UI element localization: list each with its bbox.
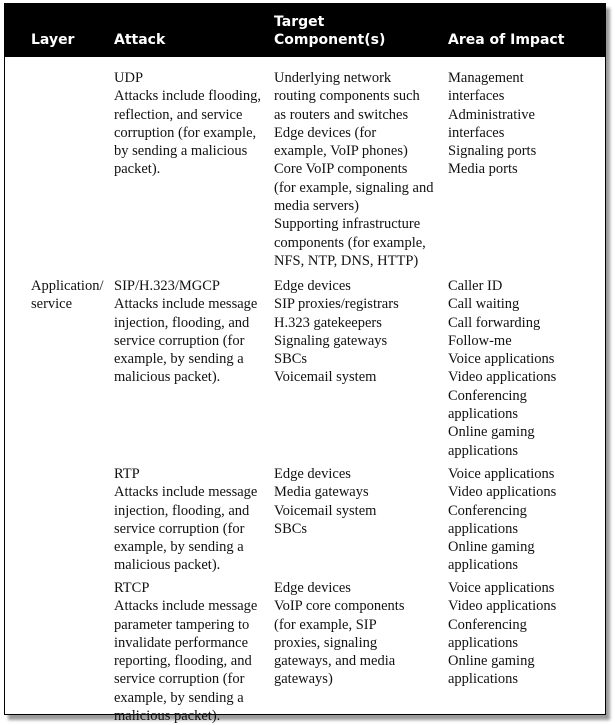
impact-text-line: Online gaming (448, 539, 535, 556)
target-text-line: Voicemail system (274, 369, 377, 386)
target-text-line: example, VoIP phones) (274, 143, 408, 160)
attack-text-line: SIP/H.323/MGCP (114, 278, 220, 294)
attack-text-line: parameter tampering to (114, 616, 250, 633)
target-text-line: Edge devices (for (274, 124, 377, 141)
target-text-line: Media gateways (274, 484, 369, 501)
impact-text-line: Signaling ports (448, 143, 537, 160)
cell-layer (31, 277, 111, 314)
impact-text-line: applications (448, 520, 519, 537)
attack-text-line: injection, flooding, and (114, 314, 250, 331)
impact-text-line: interfaces (448, 124, 505, 141)
attack-text-line: service corruption (for (114, 520, 245, 537)
impact-text-line: applications (448, 634, 519, 651)
impact-text-line: Video applications (448, 484, 557, 501)
target-text-line: proxies, signaling (274, 634, 378, 651)
cell-attack (114, 579, 272, 725)
target-text-line: NFS, NTP, DNS, HTTP) (274, 252, 419, 269)
target-text-line: Supporting infrastructure (274, 216, 421, 233)
cell-attack (114, 69, 272, 179)
impact-text-line: applications (448, 442, 519, 459)
impact-text-line: Conferencing (448, 616, 527, 633)
attack-text-line: service corruption (for (114, 332, 245, 349)
attack-text-line: Attacks include flooding, (114, 88, 261, 105)
attack-text-line: example, by sending a (114, 351, 244, 368)
impact-text-line: Voice applications (448, 580, 555, 596)
target-text-line: Edge devices (274, 466, 351, 482)
impact-text-line: applications (448, 406, 519, 423)
target-text-line: Edge devices (274, 580, 351, 596)
target-text-line: Signaling gateways (274, 332, 388, 349)
impact-text-line: Video applications (448, 598, 557, 615)
layer-text-line: service (31, 296, 73, 313)
impact-text-line: Caller ID (448, 278, 503, 294)
attack-text-line: malicious packet). (114, 369, 221, 386)
target-text-line: routing components such (274, 88, 420, 105)
cell-target (274, 465, 446, 538)
impact-text-line: Voice applications (448, 466, 555, 482)
impact-text-line: applications (448, 671, 519, 688)
impact-text-line: Voice applications (448, 351, 555, 368)
table-header (5, 4, 605, 57)
target-text-line: as routers and switches (274, 106, 409, 123)
cell-target (274, 579, 446, 689)
attack-text-line: Attacks include message (114, 598, 258, 615)
cell-impact (448, 69, 598, 179)
cell-attack (114, 277, 272, 387)
target-text-line: SBCs (274, 351, 308, 368)
impact-text-line: applications (448, 557, 519, 574)
target-text-line: H.323 gatekeepers (274, 314, 382, 331)
attack-text-line: by sending a malicious (114, 143, 248, 160)
cell-target (274, 69, 446, 270)
target-text-line: Voicemail system (274, 502, 377, 519)
attack-text-line: RTP (114, 466, 140, 482)
target-text-line: SBCs (274, 520, 308, 537)
target-text-line: components (for example, (274, 234, 426, 251)
impact-text-line: Management (448, 70, 524, 86)
impact-text-line: Media ports (448, 161, 518, 178)
attack-text-line: packet). (114, 161, 161, 178)
attack-text-line: UDP (114, 70, 144, 86)
cell-impact (448, 277, 598, 460)
target-text-line: media servers) (274, 198, 359, 215)
impact-text-line: Follow-me (448, 332, 512, 349)
header-layer: Layer (31, 32, 75, 48)
target-text-line: VoIP core components (274, 598, 405, 615)
cell-attack (114, 465, 272, 575)
attack-text-line: injection, flooding, and (114, 502, 250, 519)
impact-text-line: Online gaming (448, 424, 535, 441)
target-text-line: gateways) (274, 671, 333, 688)
target-text-line: (for example, signaling and (274, 179, 434, 196)
target-text-line: gateways, and media (274, 653, 396, 670)
impact-text-line: Call forwarding (448, 314, 541, 331)
header-impact: Area of Impact (448, 32, 565, 48)
attack-text-line: Attacks include message (114, 484, 258, 501)
target-text-line: Edge devices (274, 278, 351, 294)
layer-text-line: Application/ (31, 278, 104, 294)
impact-text-line: interfaces (448, 88, 505, 105)
impact-text-line: Call waiting (448, 296, 520, 313)
cell-impact (448, 579, 598, 689)
attack-text-line: corruption (for example, (114, 124, 257, 141)
header-target-line2: Component(s) (274, 32, 386, 48)
header-target-line1: Target (274, 14, 325, 30)
header-target (274, 13, 385, 49)
target-text-line: SIP proxies/registrars (274, 296, 399, 313)
cell-target (274, 277, 446, 387)
target-text-line: Underlying network (274, 70, 392, 86)
impact-text-line: Conferencing (448, 502, 527, 519)
attack-text-line: Attacks include message (114, 296, 258, 313)
impact-text-line: Video applications (448, 369, 557, 386)
attack-text-line: service corruption (for (114, 671, 245, 688)
header-attack: Attack (114, 32, 166, 48)
attack-text-line: reflection, and service (114, 106, 243, 123)
attack-text-line: malicious packet). (114, 557, 221, 574)
attack-text-line: example, by sending a (114, 539, 244, 556)
impact-text-line: Online gaming (448, 653, 535, 670)
attack-text-line: invalidate performance (114, 634, 249, 651)
target-text-line: Core VoIP components (274, 161, 408, 178)
attack-text-line: RTCP (114, 580, 150, 596)
table-frame (4, 3, 606, 725)
cell-impact (448, 465, 598, 575)
impact-text-line: Conferencing (448, 387, 527, 404)
attack-text-line: malicious packet). (114, 708, 221, 725)
attack-text-line: reporting, flooding, and (114, 653, 252, 670)
impact-text-line: Administrative (448, 106, 535, 123)
target-text-line: (for example, SIP (274, 616, 377, 633)
attack-text-line: example, by sending a (114, 689, 244, 706)
